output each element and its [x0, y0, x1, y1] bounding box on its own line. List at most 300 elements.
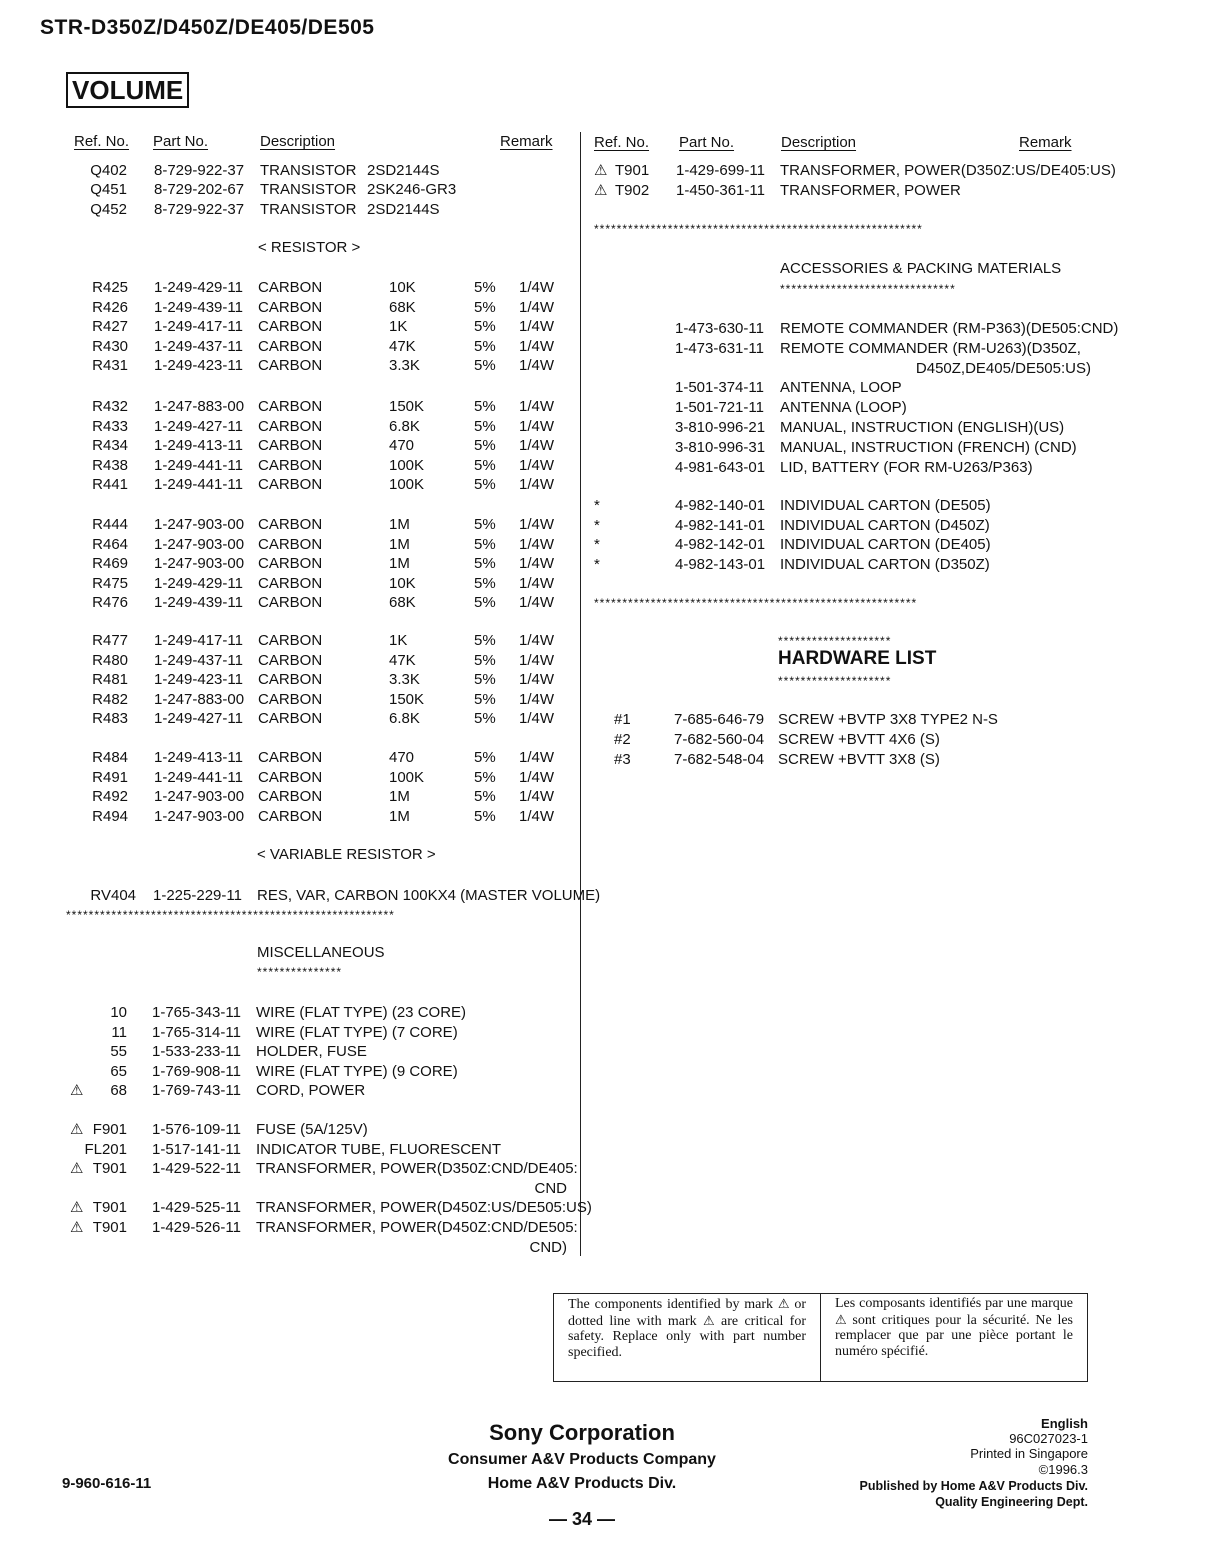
parts-row: [0, 787, 560, 807]
safety-mark-icon: ⚠: [594, 162, 608, 179]
value: 47K: [389, 651, 416, 669]
ref-no: R475: [92, 574, 128, 592]
wattage: 1/4W: [519, 574, 555, 592]
ref-no: R481: [92, 671, 128, 689]
description: CARBON: [258, 574, 323, 592]
resistor-heading: < RESISTOR >: [258, 239, 361, 256]
description: CARBON: [258, 456, 323, 474]
parts-row: [0, 886, 601, 906]
part-no: 1-249-429-11: [154, 279, 243, 296]
ref-no: R444: [92, 516, 128, 533]
tolerance: 5%: [474, 535, 496, 553]
wattage: 1/4W: [519, 357, 555, 375]
parts-row: [0, 710, 998, 730]
header-part: Part No.: [153, 133, 209, 150]
part-no: 1-769-908-11: [152, 1063, 241, 1080]
part-no: 1-249-413-11: [154, 437, 243, 455]
notice-en-line1: The components identified by mark: [568, 1297, 774, 1312]
ref-no: #1: [614, 711, 631, 728]
value: 2SK246-GR3: [367, 181, 457, 198]
tolerance: 5%: [474, 456, 496, 474]
part-no: 4-982-143-01: [675, 555, 766, 573]
part-no: 1-247-903-00: [154, 807, 245, 825]
description: CARBON: [258, 749, 323, 766]
parts-row: [0, 593, 560, 613]
description: INDIVIDUAL CARTON (D450Z): [780, 516, 990, 534]
parts-row: [0, 1140, 560, 1160]
value: 68K: [389, 298, 416, 316]
tolerance: 5%: [474, 279, 496, 296]
value: 100K: [389, 476, 425, 494]
notice-fr-line1: Les composants identifiés par une marque: [835, 1296, 1073, 1311]
part-no: 7-682-548-04: [674, 751, 765, 768]
description: CARBON: [258, 710, 323, 728]
part-no: 8-729-922-37: [154, 162, 245, 179]
parts-row: [0, 438, 1077, 458]
ref-no: R477: [92, 632, 128, 649]
parts-row: [0, 475, 560, 495]
parts-row: [0, 378, 902, 398]
notice-fr-line3: Ne les remplacer que par une pièce portant le numéro spécifié.: [835, 1312, 1073, 1359]
wattage: 1/4W: [519, 555, 555, 573]
ref-no: #2: [614, 731, 631, 748]
description-continued: CND): [529, 1239, 567, 1256]
part-no: 3-810-996-31: [675, 439, 766, 456]
tolerance: 5%: [474, 476, 496, 494]
carton-mark: *: [594, 497, 600, 514]
part-no: 8-729-922-37: [154, 201, 245, 218]
part-no: 1-249-427-11: [154, 710, 243, 728]
parts-row: [0, 670, 560, 690]
part-no: 1-247-903-00: [154, 788, 245, 806]
tolerance: 5%: [474, 337, 496, 355]
description: INDIVIDUAL CARTON (D350Z): [780, 555, 990, 573]
ref-no: R432: [92, 398, 128, 415]
part-no: 1-533-233-11: [152, 1043, 241, 1060]
description: TRANSFORMER, POWER(D350Z:US/DE405:US): [780, 162, 1116, 179]
heading-stars: ***************: [257, 965, 343, 979]
parts-row: [0, 807, 560, 827]
header-desc-right: Description: [781, 134, 857, 151]
description: CARBON: [258, 318, 323, 336]
wattage: 1/4W: [519, 690, 555, 708]
parts-row: [0, 458, 1033, 478]
description: CARBON: [258, 535, 323, 553]
value: 3.3K: [389, 671, 420, 689]
safety-notice: [553, 1293, 1088, 1382]
parts-row: [0, 750, 940, 770]
carton-mark: *: [594, 536, 600, 554]
description: CARBON: [258, 337, 323, 355]
header-ref: Ref. No.: [74, 133, 130, 150]
part-no: 1-765-343-11: [152, 1004, 241, 1021]
ref-no: T902: [615, 182, 650, 199]
part-no: 4-982-140-01: [675, 497, 766, 514]
heading-stars: ********************: [778, 634, 892, 648]
value: 3.3K: [389, 357, 420, 375]
header-remark-right: Remark: [1019, 134, 1072, 151]
wattage: 1/4W: [519, 807, 555, 825]
description: TRANSFORMER, POWER(D450Z:CND/DE505:: [256, 1219, 578, 1236]
description: CARBON: [258, 651, 323, 669]
value: 1M: [389, 535, 410, 553]
wattage: 1/4W: [519, 337, 555, 355]
description: CARBON: [258, 516, 323, 533]
description: CARBON: [258, 398, 323, 415]
safety-mark-icon: ⚠: [594, 182, 608, 199]
tolerance: 5%: [474, 768, 496, 786]
description: TRANSFORMER, POWER(D450Z:US/DE505:US): [256, 1199, 592, 1216]
description: CARBON: [258, 279, 323, 296]
value: 1K: [389, 318, 408, 336]
parts-row: [0, 516, 990, 536]
value: 10K: [389, 574, 416, 592]
part-no: 1-769-743-11: [152, 1082, 241, 1099]
value: 150K: [389, 398, 425, 415]
ref-no: T901: [615, 162, 650, 179]
parts-row: [0, 690, 560, 710]
parts-row: [0, 161, 1116, 181]
wattage: 1/4W: [519, 651, 555, 669]
ref-no: R438: [92, 456, 128, 474]
description: TRANSISTOR: [260, 201, 357, 218]
tolerance: 5%: [474, 788, 496, 806]
parts-row: [0, 631, 560, 651]
description: CARBON: [258, 788, 323, 806]
value: 2SD2144S: [367, 162, 440, 179]
tolerance: 5%: [474, 318, 496, 336]
part-no: 1-249-441-11: [154, 456, 243, 474]
description: TRANSISTOR: [260, 162, 357, 179]
wattage: 1/4W: [519, 279, 555, 296]
ref-no: Q452: [90, 201, 127, 218]
value: 100K: [389, 768, 425, 786]
ref-no: R426: [92, 298, 128, 316]
parts-row: [0, 651, 560, 671]
part-no: 1-429-699-11: [676, 162, 765, 179]
tolerance: 5%: [474, 651, 496, 669]
description: CARBON: [258, 357, 323, 375]
part-no: 8-729-202-67: [154, 181, 245, 198]
description: TRANSFORMER, POWER: [780, 182, 961, 199]
tolerance: 5%: [474, 398, 496, 415]
description: SCREW +BVTT 3X8 (S): [778, 751, 940, 768]
description: CARBON: [258, 555, 323, 573]
tolerance: 5%: [474, 417, 496, 435]
part-no: 1-429-525-11: [152, 1199, 241, 1216]
ref-no: R482: [92, 690, 128, 708]
parts-row: [0, 1081, 560, 1101]
tolerance: 5%: [474, 671, 496, 689]
wattage: 1/4W: [519, 437, 555, 455]
ref-no: F901: [92, 1121, 127, 1138]
wattage: 1/4W: [519, 710, 555, 728]
value: 6.8K: [389, 417, 420, 435]
ref-no: R480: [92, 651, 128, 669]
value: 1M: [389, 555, 410, 573]
warning-triangle-icon: ⚠: [777, 1296, 790, 1311]
part-no: 1-765-314-11: [152, 1024, 241, 1041]
ref-no: 65: [110, 1063, 127, 1080]
ref-no: 68: [110, 1082, 127, 1099]
ref-no: RV404: [90, 887, 136, 904]
wattage: 1/4W: [519, 298, 555, 316]
safety-mark-icon: ⚠: [70, 1219, 84, 1236]
parts-row: [0, 1042, 560, 1062]
ref-no: R494: [92, 807, 128, 825]
parts-row: [0, 555, 990, 575]
description: INDIVIDUAL CARTON (DE505): [780, 497, 991, 514]
wattage: 1/4W: [519, 535, 555, 553]
part-no: 1-249-423-11: [154, 671, 243, 689]
wattage: 1/4W: [519, 476, 555, 494]
part-no: 1-249-417-11: [154, 318, 243, 336]
wattage: 1/4W: [519, 632, 555, 649]
description: WIRE (FLAT TYPE) (23 CORE): [256, 1004, 467, 1021]
ref-no: R434: [92, 437, 128, 455]
footer-code: 96C027023-1: [1009, 1431, 1088, 1446]
tolerance: 5%: [474, 632, 496, 649]
ref-no: 10: [110, 1004, 127, 1021]
header-ref-right: Ref. No.: [594, 134, 650, 151]
ref-no: FL201: [84, 1141, 127, 1158]
part-no: 1-517-141-11: [152, 1141, 241, 1158]
description: REMOTE COMMANDER (RM-P363)(DE505:CND): [780, 320, 1119, 337]
description: SCREW +BVTP 3X8 TYPE2 N-S: [778, 711, 998, 728]
part-no: 4-982-141-01: [675, 516, 766, 534]
description: WIRE (FLAT TYPE) (9 CORE): [256, 1063, 458, 1080]
description: CARBON: [258, 671, 323, 689]
wattage: 1/4W: [519, 516, 555, 533]
tolerance: 5%: [474, 594, 496, 612]
part-no: 1-249-427-11: [154, 417, 243, 435]
part-no: 1-249-437-11: [154, 337, 243, 355]
part-no: 7-685-646-79: [674, 711, 765, 728]
part-no: 1-473-631-11: [675, 340, 764, 357]
value: 1K: [389, 632, 408, 649]
description: MANUAL, INSTRUCTION (ENGLISH)(US): [780, 419, 1065, 436]
part-no: 4-981-643-01: [675, 459, 766, 476]
parts-row: [0, 339, 1081, 359]
part-no: 7-682-560-04: [674, 731, 765, 748]
notice-french: [821, 1294, 1087, 1381]
parts-row: [0, 200, 560, 220]
part-no: 1-249-441-11: [154, 768, 243, 786]
ref-no: R430: [92, 337, 128, 355]
wattage: 1/4W: [519, 417, 555, 435]
parts-row: [0, 298, 560, 318]
part-no: 1-473-630-11: [675, 320, 764, 337]
part-no: 1-501-374-11: [675, 379, 764, 396]
hardware-list-heading: HARDWARE LIST: [778, 648, 937, 669]
parts-row: [0, 1218, 578, 1238]
notice-english: [554, 1294, 821, 1381]
safety-mark-icon: ⚠: [70, 1160, 84, 1177]
tolerance: 5%: [474, 357, 496, 375]
part-no: 1-429-522-11: [152, 1160, 241, 1177]
parts-row: [0, 1198, 592, 1218]
notice-en-line5: Replace only with part number specified.: [568, 1329, 806, 1360]
description: INDICATOR TUBE, FLUORESCENT: [256, 1141, 502, 1158]
description: ANTENNA, LOOP: [780, 379, 902, 396]
part-no: 1-249-429-11: [154, 574, 243, 592]
parts-row: [0, 574, 560, 594]
value: 68K: [389, 594, 416, 612]
ref-no: #3: [614, 751, 631, 768]
description: FUSE (5A/125V): [256, 1121, 368, 1138]
part-no: 1-247-903-00: [154, 535, 245, 553]
ref-no: T901: [92, 1219, 127, 1236]
description: CARBON: [258, 417, 323, 435]
section-title: VOLUME: [66, 72, 189, 108]
ref-no: R431: [92, 357, 128, 375]
footer-language: English: [1041, 1416, 1088, 1431]
tolerance: 5%: [474, 690, 496, 708]
wattage: 1/4W: [519, 594, 555, 612]
part-no: 1-249-441-11: [154, 476, 243, 494]
value: 100K: [389, 456, 425, 474]
parts-row: [0, 1120, 560, 1140]
notice-en-line4: critical for safety.: [568, 1313, 806, 1344]
tolerance: 5%: [474, 574, 496, 592]
description: WIRE (FLAT TYPE) (7 CORE): [256, 1024, 458, 1041]
separator-stars: **********************************************************: [594, 222, 923, 236]
description: RES, VAR, CARBON 100KX4 (MASTER VOLUME): [257, 887, 601, 904]
safety-mark-icon: ⚠: [70, 1082, 84, 1099]
footer-corp: Sony Corporation: [489, 1420, 675, 1445]
ref-no: R433: [92, 417, 128, 435]
wattage: 1/4W: [519, 318, 555, 336]
part-no: 1-247-903-00: [154, 516, 245, 533]
column-divider: [580, 132, 581, 1256]
value: 2SD2144S: [367, 201, 440, 218]
ref-no: 11: [111, 1024, 127, 1041]
separator-stars: *********************************************************: [594, 596, 918, 610]
warning-triangle-icon: ⚠: [835, 1311, 847, 1327]
parts-row: [0, 1159, 578, 1179]
part-no: 1-249-413-11: [154, 749, 243, 766]
safety-mark-icon: ⚠: [70, 1199, 84, 1216]
ref-no: R441: [92, 476, 128, 494]
header-part-right: Part No.: [679, 134, 735, 151]
parts-row: [0, 730, 940, 750]
part-no: 3-810-996-21: [675, 419, 766, 436]
tolerance: 5%: [474, 807, 496, 825]
parts-row: [0, 278, 560, 298]
parts-row: [0, 1062, 560, 1082]
description: REMOTE COMMANDER (RM-U263)(D350Z,: [780, 340, 1081, 357]
description: ANTENNA (LOOP): [780, 399, 907, 416]
tolerance: 5%: [474, 298, 496, 316]
wattage: 1/4W: [519, 749, 555, 766]
parts-row: [0, 181, 961, 201]
value: 6.8K: [389, 710, 420, 728]
footer-printed: Printed in Singapore: [970, 1446, 1088, 1461]
ref-no: Q402: [90, 162, 127, 179]
parts-row: [0, 1023, 560, 1043]
part-no: 1-225-229-11: [153, 887, 242, 904]
tolerance: 5%: [474, 437, 496, 455]
description: CORD, POWER: [256, 1082, 366, 1099]
description: HOLDER, FUSE: [256, 1043, 367, 1060]
parts-row: [0, 398, 907, 418]
heading-stars: ********************: [778, 674, 892, 688]
parts-row: [0, 319, 1119, 339]
ref-no: R464: [92, 535, 128, 553]
separator-stars: **********************************************************: [66, 908, 395, 922]
ref-no: R469: [92, 555, 128, 573]
ref-no: R427: [92, 318, 128, 336]
tolerance: 5%: [474, 555, 496, 573]
value: 150K: [389, 690, 425, 708]
footer-copyright: ©1996.3: [1038, 1462, 1088, 1477]
wattage: 1/4W: [519, 788, 555, 806]
parts-row: [0, 496, 991, 516]
footer-dept: Quality Engineering Dept.: [935, 1495, 1088, 1509]
part-no: 1-429-526-11: [152, 1219, 241, 1236]
description: MANUAL, INSTRUCTION (FRENCH) (CND): [780, 439, 1077, 456]
carton-mark: *: [594, 555, 600, 573]
page-number: — 34 —: [548, 1509, 616, 1529]
value: 470: [389, 749, 415, 766]
footer-company: Consumer A&V Products Company: [448, 1451, 716, 1468]
model-title: STR-D350Z/D450Z/DE405/DE505: [40, 16, 375, 39]
part-no: 1-247-883-00: [154, 398, 245, 415]
description: TRANSFORMER, POWER(D350Z:CND/DE405:: [256, 1160, 578, 1177]
description-continued: CND: [534, 1180, 567, 1197]
value: 1M: [389, 807, 410, 825]
wattage: 1/4W: [519, 768, 555, 786]
parts-row: [0, 535, 991, 555]
ref-no: T901: [92, 1160, 127, 1177]
value: 1M: [389, 516, 410, 533]
ref-no: Q451: [90, 181, 127, 198]
description: CARBON: [258, 632, 323, 649]
variable-resistor-heading: < VARIABLE RESISTOR >: [257, 846, 436, 863]
footer-published: Published by Home A&V Products Div.: [859, 1479, 1088, 1493]
value: 470: [389, 437, 415, 455]
tolerance: 5%: [474, 749, 496, 766]
ref-no: T901: [92, 1199, 127, 1216]
wattage: 1/4W: [519, 671, 555, 689]
description: CARBON: [258, 768, 323, 786]
footer-division: Home A&V Products Div.: [487, 1475, 677, 1492]
part-no: 1-247-903-00: [154, 555, 245, 573]
parts-row: [0, 418, 1065, 438]
description: CARBON: [258, 594, 323, 612]
part-no: 1-576-109-11: [152, 1121, 241, 1138]
part-no: 1-450-361-11: [676, 182, 765, 199]
description: INDIVIDUAL CARTON (DE405): [780, 536, 991, 554]
ref-no: R425: [92, 279, 128, 296]
carton-mark: *: [594, 516, 600, 534]
value: 10K: [389, 279, 416, 296]
ref-no: R483: [92, 710, 128, 728]
parts-row: [0, 1003, 560, 1023]
part-no: 1-249-423-11: [154, 357, 243, 375]
value: 47K: [389, 337, 416, 355]
notice-en-line3: are: [721, 1313, 739, 1329]
ref-no: R492: [92, 788, 128, 806]
tolerance: 5%: [474, 516, 496, 533]
description-continued: D450Z,DE405/DE505:US): [915, 360, 1091, 377]
part-no: 4-982-142-01: [675, 536, 766, 554]
parts-row: [0, 768, 560, 788]
warning-triangle-icon: ⚠: [703, 1312, 715, 1328]
description: CARBON: [258, 690, 323, 708]
wattage: 1/4W: [519, 456, 555, 474]
notice-fr-line2: sont critiques pour la sécurité.: [852, 1312, 1030, 1328]
